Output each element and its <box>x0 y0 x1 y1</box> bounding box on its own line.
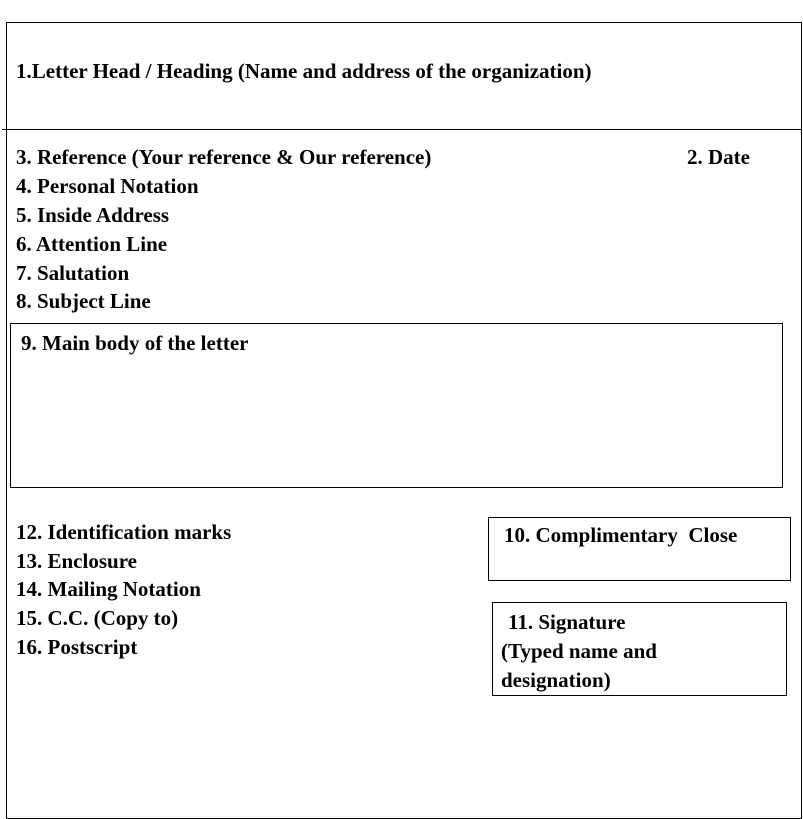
identification-marks-label: 12. Identification marks <box>16 520 232 544</box>
inside-address-label: 5. Inside Address <box>16 203 170 227</box>
postscript-label: 16. Postscript <box>16 635 138 659</box>
subject-line-label: 8. Subject Line <box>16 289 151 313</box>
heading-divider <box>2 129 801 130</box>
main-body-label: 9. Main body of the letter <box>21 331 249 355</box>
signature-label: 11. Signature <box>508 610 626 634</box>
signature-designation: designation) <box>501 668 611 692</box>
signature-typed-name: (Typed name and <box>501 639 657 663</box>
attention-line-label: 6. Attention Line <box>16 232 168 256</box>
date-label: 2. Date <box>687 145 750 169</box>
salutation-label: 7. Salutation <box>16 261 130 285</box>
letter-heading: 1.Letter Head / Heading (Name and address of the organization) <box>16 59 592 83</box>
complimentary-close-label: 10. Complimentary Close <box>504 523 738 547</box>
personal-notation-label: 4. Personal Notation <box>16 174 199 198</box>
enclosure-label: 13. Enclosure <box>16 549 137 573</box>
copy-to-label: 15. C.C. (Copy to) <box>16 606 179 630</box>
reference-label: 3. Reference (Your reference & Our reference) <box>16 145 432 169</box>
mailing-notation-label: 14. Mailing Notation <box>16 577 201 601</box>
